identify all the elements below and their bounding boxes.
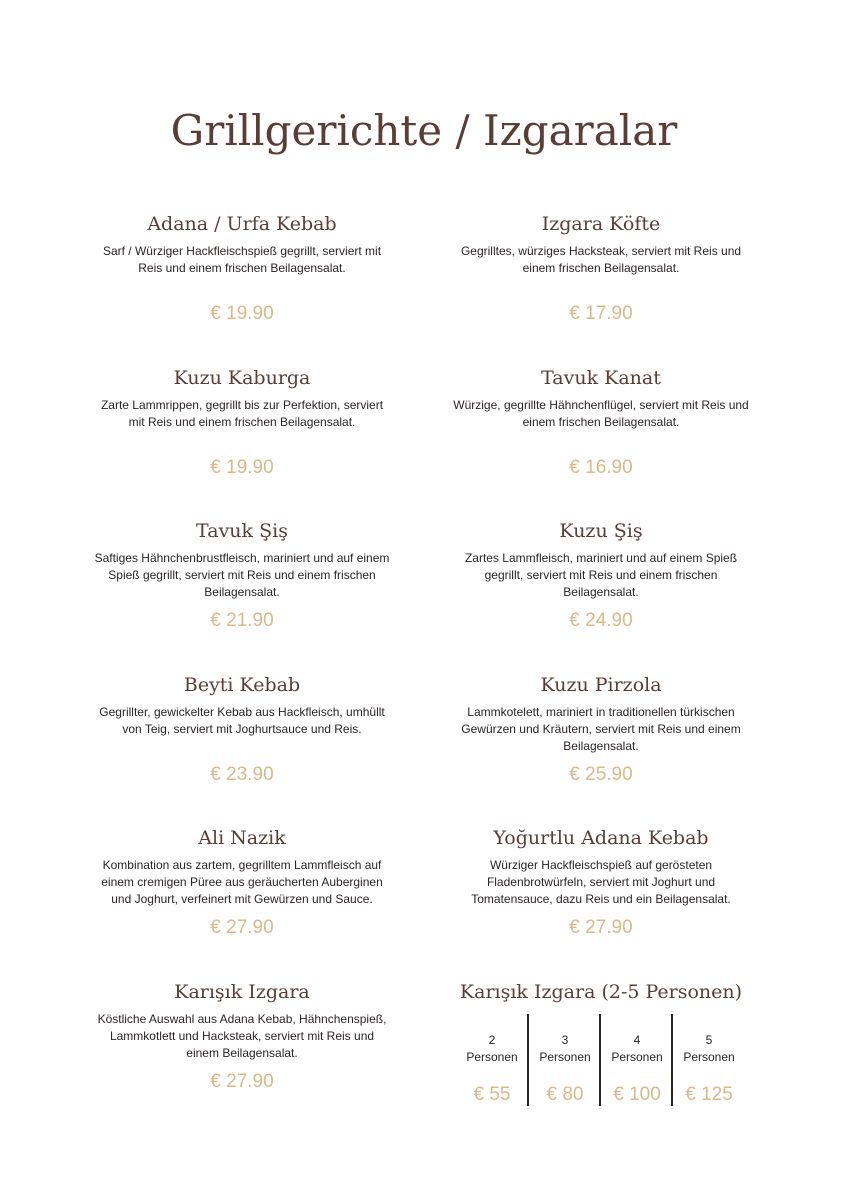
item-name: Adana / Urfa Kebab (147, 213, 337, 235)
party-size-label: Personen (683, 1050, 735, 1064)
item-description: Zartes Lammfleisch, mariniert und auf einem Spieß gegrillt, serviert mit Reis und einem frischen Beilagensalat. (464, 551, 738, 599)
item-price: € 16.90 (569, 457, 633, 478)
item-name: Kuzu Pirzola (540, 674, 662, 696)
item-name: Izgara Köfte (541, 213, 661, 235)
party-size-option (529, 1014, 601, 1106)
item-name: Ali Nazik (198, 827, 286, 849)
menu-item (92, 209, 392, 324)
item-description: Saftiges Hähnchenbrustfleisch, mariniert und auf einem Spieß gegrillt, serviert mit Reis und einem frischen Beilagensalat. (94, 551, 390, 599)
item-name: Tavuk Şiş (196, 520, 288, 542)
item-price: € 24.90 (569, 610, 633, 631)
item-price: € 21.90 (210, 610, 274, 631)
menu-item (451, 363, 751, 478)
party-size-label: Personen (611, 1050, 663, 1064)
item-description: Lammkotelett, mariniert in traditionellen türkischen Gewürzen und Kräutern, serviert mit Reis und einem Beilagensalat. (461, 705, 741, 753)
menu-item (92, 977, 392, 1092)
item-price: € 19.90 (210, 457, 274, 478)
party-size-count: 3 (561, 1033, 569, 1047)
item-name: Tavuk Kanat (541, 367, 661, 389)
party-size-count: 2 (488, 1033, 496, 1047)
item-price: € 27.90 (569, 917, 633, 938)
party-size-count: 4 (633, 1033, 641, 1047)
party-size-option (456, 1014, 528, 1106)
item-price: € 23.90 (210, 764, 274, 785)
menu-item (92, 363, 392, 478)
party-size-price: € 125 (685, 1084, 733, 1105)
item-description: Kombination aus zartem, gegrilltem Lammfleisch auf einem cremigen Püree aus geräucherten Auberginen und Joghurt, verfeinert mit Gewürzen und Sauce. (101, 858, 383, 906)
party-size-option (601, 1014, 673, 1106)
item-name: Karışık Izgara (2-5 Personen) (459, 981, 743, 1003)
menu-item (92, 516, 392, 631)
menu-item (451, 823, 751, 938)
party-size-label: Personen (539, 1050, 591, 1064)
party-size-price: € 100 (613, 1084, 661, 1105)
item-price: € 27.90 (210, 917, 274, 938)
item-name: Beyti Kebab (183, 674, 301, 696)
menu-item (92, 670, 392, 785)
item-price: € 19.90 (210, 303, 274, 324)
mixed-grill-price-table (456, 1014, 746, 1106)
item-name: Karışık Izgara (174, 981, 310, 1003)
item-description: Gegrillter, gewickelter Kebab aus Hackfleisch, umhüllt von Teig, serviert mit Joghurtsauce und Reis. (99, 705, 385, 736)
item-description: Sarf / Würziger Hackfleischspieß gegrillt, serviert mit Reis und einem frischen Beilagensalat. (102, 244, 382, 275)
menu-item (451, 670, 751, 785)
party-size-price: € 55 (473, 1084, 511, 1105)
item-description: Köstliche Auswahl aus Adana Kebab, Hähnchenspieß, Lammkotlett und Hacksteak, serviert mit Reis und einem Beilagensalat. (97, 1012, 387, 1060)
item-description: Zarte Lammrippen, gegrillt bis zur Perfektion, serviert mit Reis und einem frischen Beilagensalat. (100, 398, 384, 429)
item-name: Kuzu Kaburga (173, 367, 311, 389)
page-title: Grillgerichte / Izgaralar (170, 106, 678, 155)
menu-item (92, 823, 392, 938)
menu-item (451, 516, 751, 631)
party-size-price: € 80 (546, 1084, 584, 1105)
party-size-label: Personen (466, 1050, 518, 1064)
item-name: Kuzu Şiş (559, 520, 643, 542)
mixed-grill-group (451, 977, 751, 1007)
menu-item (451, 209, 751, 324)
item-description: Würziger Hackfleischspieß auf gerösteten Fladenbrotwürfeln, serviert mit Joghurt und Tomatensauce, dazu Reis und ein Beilagensalat. (471, 858, 731, 906)
party-size-option (673, 1014, 745, 1106)
item-description: Würzige, gegrillte Hähnchenflügel, serviert mit Reis und einem frischen Beilagensalat. (453, 398, 749, 429)
item-name: Yoğurtlu Adana Kebab (493, 827, 709, 849)
party-size-count: 5 (705, 1033, 713, 1047)
item-price: € 17.90 (569, 303, 633, 324)
item-description: Gegrilltes, würziges Hacksteak, serviert mit Reis und einem frischen Beilagensalat. (460, 244, 742, 275)
item-price: € 25.90 (569, 764, 633, 785)
item-price: € 27.90 (210, 1071, 274, 1092)
